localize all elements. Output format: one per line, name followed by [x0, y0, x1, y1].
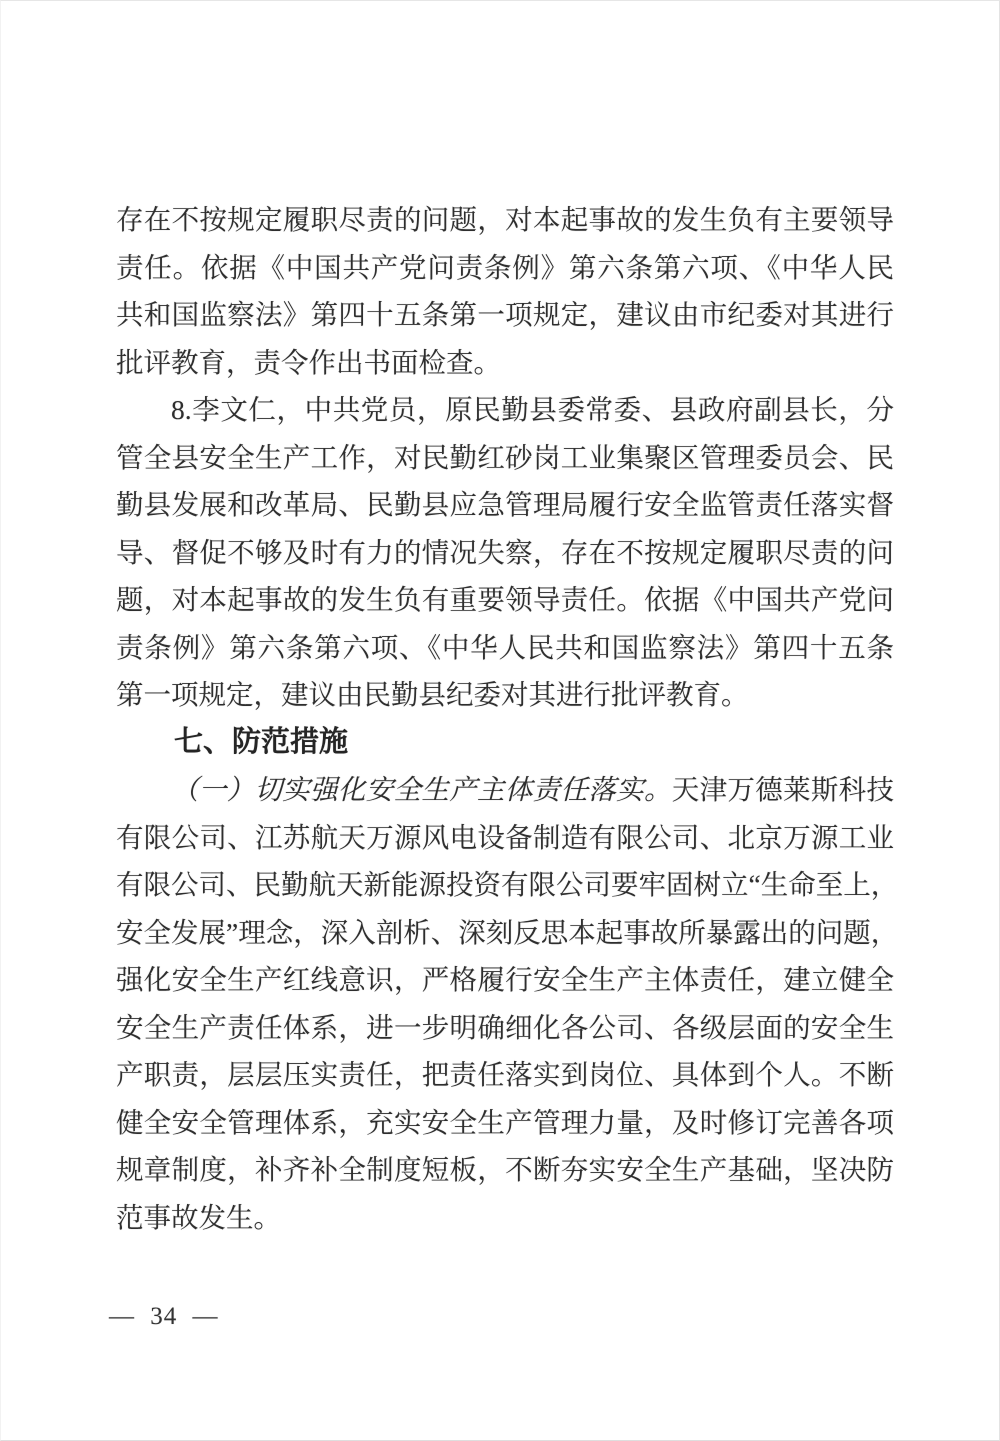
paragraph-line: 范事故发生。: [116, 1201, 281, 1233]
paragraph-line: 规章制度，补齐补全制度短板，不断夯实安全生产基础，坚决防: [116, 1154, 894, 1185]
paragraph-line: 勤县发展和改革局、民勤县应急管理局履行安全监管责任落实督: [116, 489, 894, 520]
paragraph-line: 管全县安全生产工作，对民勤红砂岗工业集聚区管理委员会、民: [116, 441, 894, 473]
paragraph-line: 有限公司、江苏航天万源风电设备制造有限公司、北京万源工业: [116, 821, 894, 853]
paragraph-line: 共和国监察法》第四十五条第一项规定，建议由市纪委对其进行: [116, 299, 894, 330]
paragraph-line: [116, 766, 894, 814]
paragraph-line: 产职责，层层压实责任，把责任落实到岗位、具体到个人。不断: [116, 1059, 894, 1090]
measure-title: （一）切实强化安全生产主体责任落实。: [171, 774, 672, 805]
paragraph-line: 批评教育，责令作出书面检查。: [116, 346, 501, 378]
paragraph-line: 责条例》第六条第六项、《中华人民共和国监察法》第四十五条: [116, 631, 894, 663]
paragraph-line: 责任。依据《中国共产党问责条例》第六条第六项、《中华人民: [116, 251, 894, 283]
paragraph-line: 安全发展”理念，深入剖析、深刻反思本起事故所暴露出的问题，: [116, 916, 899, 948]
paragraph-line: 安全生产责任体系，进一步明确细化各公司、各级层面的安全生: [116, 1011, 894, 1043]
section-heading: 七、防范措施: [174, 725, 349, 758]
paragraph-line: 第一项规定，建议由民勤县纪委对其进行批评教育。: [116, 679, 749, 710]
document-body: [116, 196, 899, 1241]
paragraph-line: 强化安全生产红线意识，严格履行安全生产主体责任，建立健全: [116, 964, 894, 995]
paragraph-line: 导、督促不够及时有力的情况失察，存在不按规定履职尽责的问: [116, 536, 894, 568]
paragraph-line: 存在不按规定履职尽责的问题，对本起事故的发生负有主要领导: [116, 204, 894, 235]
page-number: — 34 —: [109, 1303, 219, 1330]
paragraph-line: 健全安全管理体系，充实安全生产管理力量，及时修订完善各项: [116, 1106, 894, 1138]
paragraph-line: 8.李文仁，中共党员，原民勤县委常委、县政府副县长，分: [171, 394, 894, 425]
paragraph-line: 题，对本起事故的发生负有重要领导责任。依据《中国共产党问: [116, 584, 894, 615]
paragraph-line-rest: 天津万德莱斯科技: [671, 774, 895, 805]
paragraph-line: 有限公司、民勤航天新能源投资有限公司要牢固树立“生命至上，: [116, 869, 899, 900]
